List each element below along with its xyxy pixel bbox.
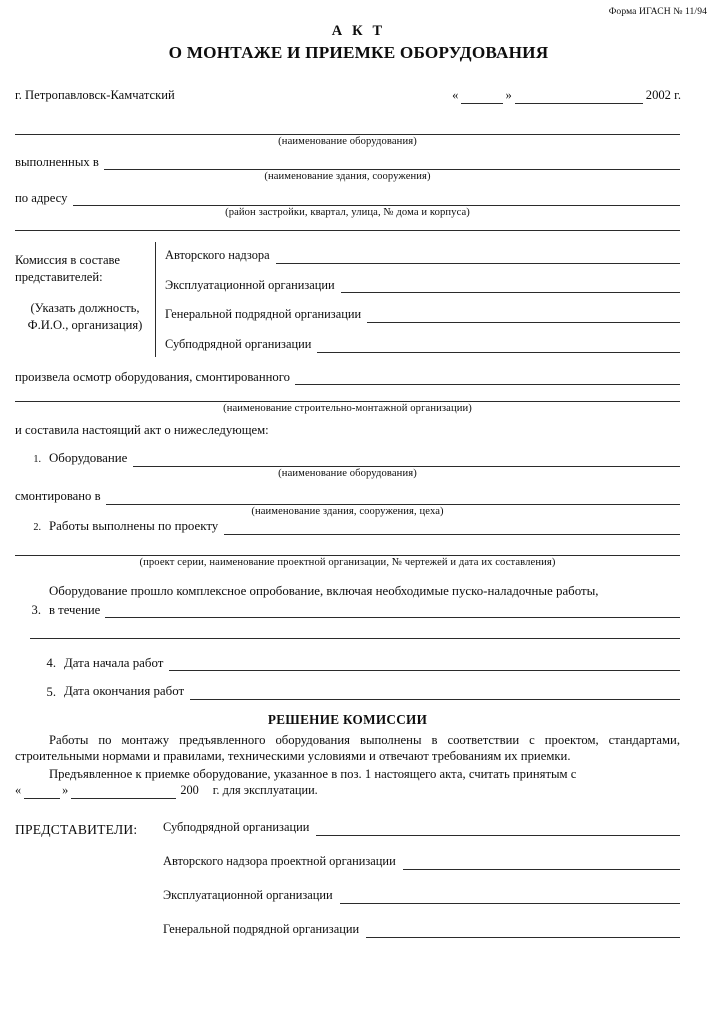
representative-label: Авторского надзора проектной организации: [163, 853, 396, 868]
representatives-title: ПРЕДСТАВИТЕЛИ:: [15, 822, 138, 838]
caption-address-detail: (район застройки, квартал, улица, № дома и корпуса): [225, 207, 470, 219]
item-body: [49, 583, 680, 618]
commission-left-labels: [15, 242, 155, 358]
caption-building-shop: (наименование здания, сооружения, цеха): [251, 505, 444, 517]
mounted-in-label: смонтировано в: [15, 489, 101, 504]
item-blank[interactable]: [169, 659, 680, 672]
item-number: 4.: [46, 656, 56, 671]
address-row: [15, 190, 680, 206]
commission-block: [15, 242, 680, 358]
month-blank[interactable]: [515, 91, 643, 104]
representative-label: Эксплуатационной организации: [163, 887, 333, 902]
day-blank[interactable]: [461, 91, 503, 104]
list-item: [30, 655, 680, 672]
address-blank[interactable]: [73, 193, 681, 206]
quote-close: »: [505, 88, 512, 103]
item-label: Оборудование: [49, 451, 128, 466]
commission-label-line1: Комиссия в составе: [15, 252, 120, 267]
inspection-row: [15, 369, 680, 385]
commission-label-line3: (Указать должность,: [30, 301, 140, 316]
item-label: Работы выполнены по проекту: [49, 519, 219, 534]
commission-member-row: [165, 278, 680, 294]
decision-quote-open: «: [15, 783, 22, 798]
inspection-label: произвела осмотр оборудования, смонтированного: [15, 370, 290, 385]
caption-building-name: (наименование здания, сооружения): [264, 171, 431, 183]
decision-paragraph-2: Предъявленное к приемке оборудование, указанное в поз. 1 настоящего акта, считать принятым с: [49, 766, 577, 781]
representative-row: [163, 820, 680, 836]
caption-equipment-name: (наименование оборудования): [278, 135, 417, 147]
item-number: 3.: [31, 602, 41, 617]
representative-row: [163, 922, 680, 938]
form-code: Форма ИГАСН № 11/94: [608, 6, 707, 17]
duration-row: [49, 602, 680, 618]
decision-date-row[interactable]: [15, 783, 680, 799]
commission-top-divider: [15, 230, 680, 231]
item-number: 5.: [46, 684, 56, 699]
compiled-label: и составила настоящий акт о нижеследующем:: [15, 423, 269, 437]
commission-member-label: Генеральной подрядной организации: [165, 307, 362, 322]
date-field-group[interactable]: [452, 87, 681, 103]
representative-row: [163, 854, 680, 870]
caption-construction-org: (наименование строительно-монтажной организации): [223, 403, 472, 415]
address-label: по адресу: [15, 190, 68, 205]
commission-member-blank[interactable]: [367, 311, 680, 324]
decision-heading: РЕШЕНИЕ КОМИССИИ: [267, 711, 428, 727]
mounted-in-blank[interactable]: [106, 492, 680, 505]
commission-member-blank[interactable]: [341, 281, 680, 294]
decision-day-blank[interactable]: [24, 786, 60, 799]
item-label: Дата начала работ: [64, 655, 164, 670]
performed-in-blank[interactable]: [104, 158, 680, 171]
representative-blank[interactable]: [403, 857, 680, 870]
commission-member-row: [165, 337, 680, 353]
performed-in-label: выполненных в: [15, 155, 99, 170]
caption-equipment-name-2: (наименование оборудования): [278, 467, 417, 479]
city-and-date-row: [0, 87, 717, 103]
duration-blank[interactable]: [105, 605, 680, 618]
year-label: 2002 г.: [645, 88, 681, 103]
item-blank[interactable]: [190, 687, 680, 700]
document-body: [0, 120, 717, 956]
list-item: [30, 683, 680, 700]
decision-paragraph-1: Работы по монтажу предъявленного оборудования выполнены в соответствии с проектом, стандартами, строительными нормами и правилами, техническими условиями и отвечают требованиям их приемки.: [15, 732, 680, 764]
quote-open: «: [452, 88, 459, 103]
decision-date-tail: г. для эксплуатации.: [212, 783, 318, 798]
item-blank[interactable]: [133, 454, 680, 467]
performed-in-row: [15, 154, 680, 170]
commission-label-line4: Ф.И.О., организация): [27, 318, 143, 333]
representatives-block: [15, 820, 680, 956]
decision-month-blank[interactable]: [71, 786, 176, 799]
duration-label: в течение: [49, 602, 101, 617]
commission-label-line2: представителей:: [15, 269, 103, 284]
page-title: А К Т: [331, 23, 386, 39]
commission-member-row: [165, 248, 680, 264]
page-subtitle: О МОНТАЖЕ И ПРИЕМКЕ ОБОРУДОВАНИЯ: [168, 43, 549, 63]
mounted-in-row: [15, 488, 680, 504]
item-label: Оборудование прошло комплексное опробование, включая необходимые пуско-наладочные работы,: [49, 584, 599, 599]
representative-blank[interactable]: [340, 891, 680, 904]
decision-quote-close: »: [62, 783, 69, 798]
list-item: [15, 450, 680, 467]
representative-row: [163, 888, 680, 904]
commission-member-label: Авторского надзора: [165, 247, 270, 262]
commission-members-list: [156, 242, 680, 358]
representatives-list: [163, 820, 680, 956]
commission-member-label: Эксплуатационной организации: [165, 277, 335, 292]
item-number: 1.: [33, 453, 41, 465]
commission-member-label: Субподрядной организации: [165, 337, 312, 352]
representative-label: Субподрядной организации: [163, 820, 310, 835]
item-label: Дата окончания работ: [64, 684, 185, 699]
item-number: 2.: [33, 521, 41, 533]
representative-blank[interactable]: [316, 823, 680, 836]
list-item: [15, 583, 680, 618]
caption-project-detail: (проект серии, наименование проектной организации, № чертежей и дата их составления): [139, 556, 556, 568]
commission-member-blank[interactable]: [317, 341, 680, 354]
decision-year-label: 200: [180, 783, 199, 798]
commission-member-row: [165, 307, 680, 323]
representative-blank[interactable]: [366, 925, 680, 938]
inspection-blank[interactable]: [295, 373, 680, 386]
list-item: [15, 518, 680, 535]
commission-member-blank[interactable]: [276, 251, 680, 264]
item-blank[interactable]: [224, 522, 680, 535]
representative-label: Генеральной подрядной организации: [163, 921, 360, 936]
city-label: г. Петропавловск-Камчатский: [15, 88, 175, 103]
